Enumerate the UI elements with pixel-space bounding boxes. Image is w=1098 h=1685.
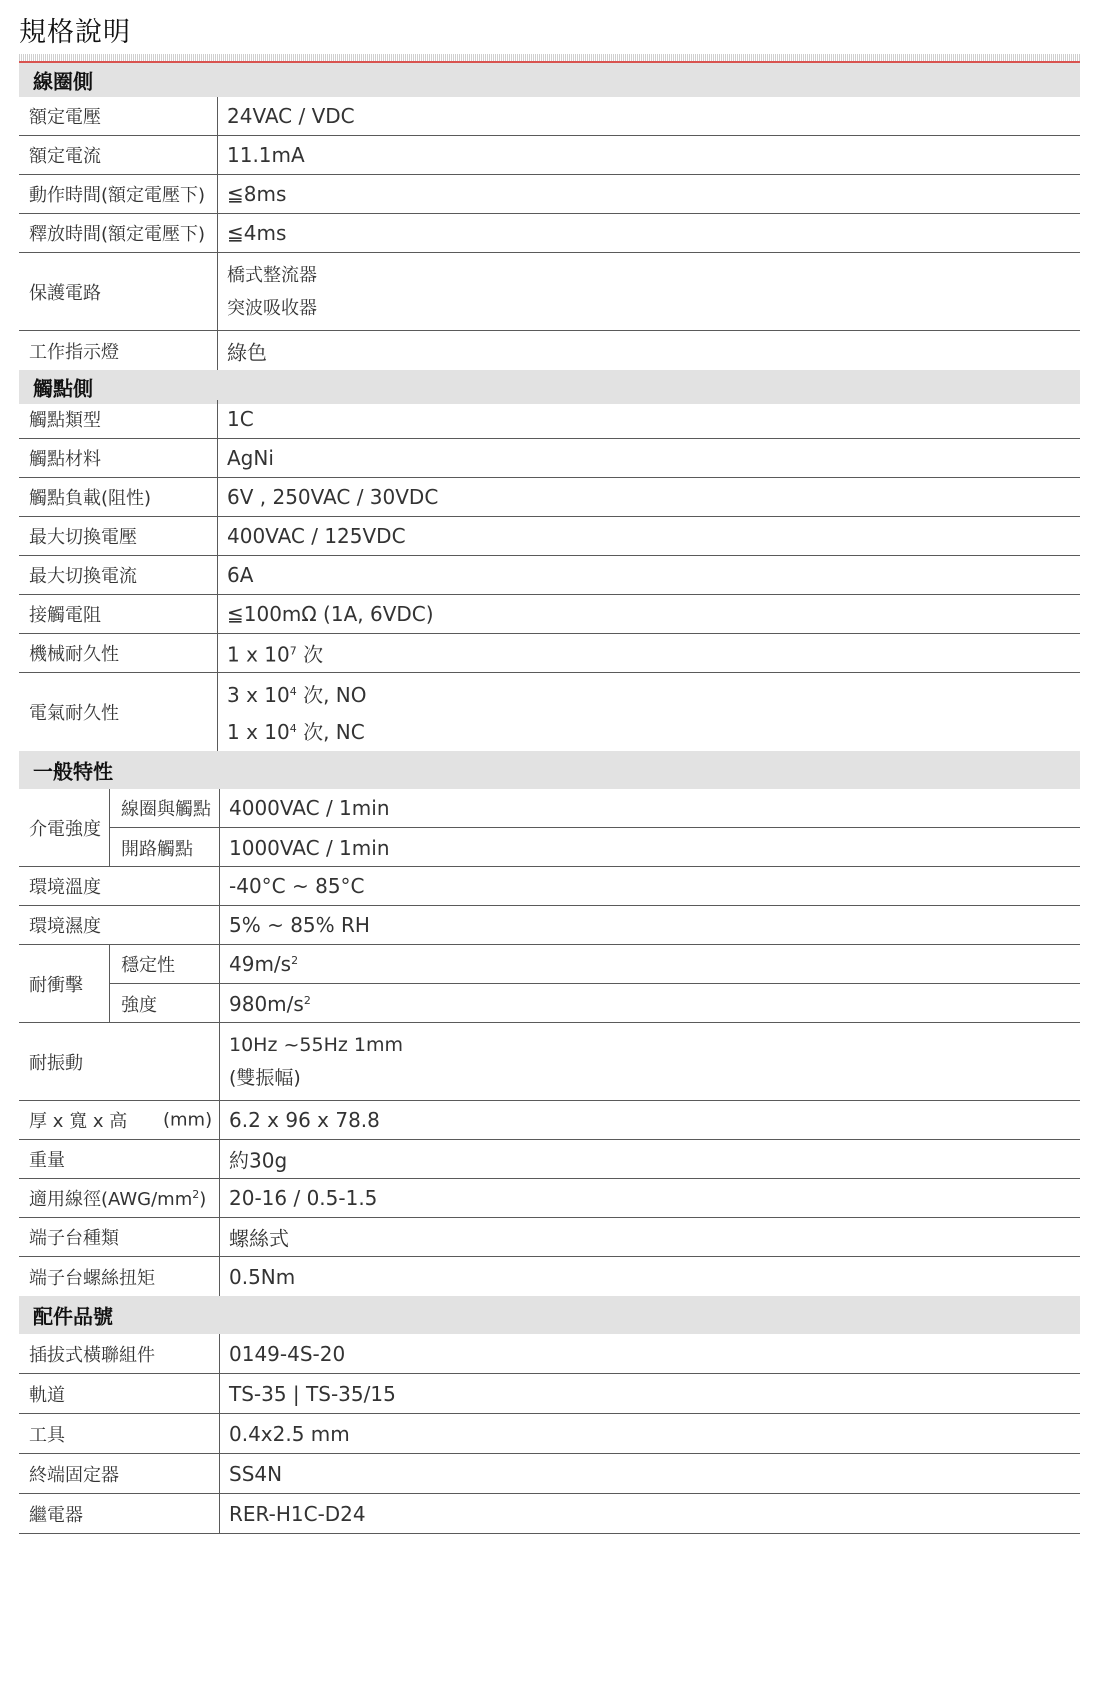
- spec-row-vibration: [19, 1023, 1080, 1101]
- spec-sublabel: 強度: [121, 994, 157, 1016]
- column-divider: [217, 634, 218, 673]
- column-divider: [217, 214, 218, 253]
- spec-value: RER-H1C-D24: [229, 1501, 366, 1526]
- section-title: 配件品號: [33, 1304, 113, 1329]
- spec-row-tool: [19, 1414, 1080, 1454]
- sub-row: [109, 984, 1080, 1023]
- column-divider: [219, 1140, 220, 1179]
- spec-row-max-current: [19, 556, 1080, 595]
- spec-row-operate-time: [19, 175, 1080, 214]
- spec-value: 4000VAC / 1min: [229, 796, 390, 820]
- column-divider: [219, 1179, 220, 1218]
- spec-row-shock: [19, 945, 1080, 1023]
- column-divider: [217, 673, 218, 751]
- spec-label: 工具: [29, 1424, 65, 1446]
- column-divider: [217, 439, 218, 478]
- column-divider: [219, 906, 220, 945]
- spec-row-terminal-type: [19, 1218, 1080, 1257]
- spec-row-contact-load: [19, 478, 1080, 517]
- sub-row: [109, 828, 1080, 867]
- spec-value: 約30g: [229, 1148, 288, 1173]
- column-divider: [217, 556, 218, 595]
- spec-row-ambient-humidity: [19, 906, 1080, 945]
- spec-value: 0.5Nm: [229, 1264, 296, 1289]
- spec-row-rated-current: [19, 136, 1080, 175]
- column-divider: [217, 331, 218, 370]
- spec-label: 環境濕度: [29, 916, 101, 937]
- spec-label: 重量: [29, 1150, 65, 1171]
- section-header-coil: [19, 63, 1080, 97]
- page-title: 規格說明: [19, 17, 131, 48]
- spec-value: 6A: [227, 563, 254, 587]
- spec-label: 終端固定器: [29, 1464, 119, 1486]
- spec-label: 環境溫度: [29, 877, 101, 898]
- spec-row-jumper: [19, 1334, 1080, 1374]
- section-title: 觸點側: [33, 376, 93, 401]
- spec-row-rated-voltage: [19, 97, 1080, 136]
- spec-label: 釋放時間(額定電壓下): [29, 224, 206, 245]
- spec-label: 耐振動: [29, 1052, 83, 1074]
- spec-value: 24VAC / VDC: [227, 104, 355, 128]
- section-header-accessories: [19, 1296, 1080, 1334]
- column-divider: [219, 1023, 220, 1101]
- section-title: 一般特性: [33, 759, 113, 784]
- column-divider: [219, 1374, 220, 1414]
- spec-row-release-time: [19, 214, 1080, 253]
- spec-row-terminal-torque: [19, 1257, 1080, 1296]
- spec-value: 11.1mA: [227, 143, 305, 167]
- column-divider: [219, 1334, 220, 1374]
- column-divider: [219, 1454, 220, 1494]
- spec-row-mechanical-life: [19, 634, 1080, 673]
- spec-value: [227, 675, 367, 749]
- spec-value: 1C: [227, 407, 254, 431]
- spec-label: 額定電流: [29, 146, 101, 167]
- spec-row-weight: [19, 1140, 1080, 1179]
- spec-sublabel: 穩定性: [121, 955, 175, 976]
- spec-value: -40°C ~ 85°C: [229, 874, 365, 898]
- spec-label: 工作指示燈: [29, 341, 119, 363]
- spec-label: 最大切換電壓: [29, 527, 137, 548]
- spec-value: ≦4ms: [227, 221, 287, 245]
- spec-label: 接觸電阻: [29, 605, 101, 626]
- spec-value: [227, 259, 317, 325]
- spec-row-contact-material: [19, 439, 1080, 478]
- spec-label: 機械耐久性: [29, 644, 119, 665]
- spec-value: 5% ~ 85% RH: [229, 913, 370, 937]
- sub-row: [109, 789, 1080, 827]
- spec-label: 觸點材料: [29, 449, 101, 470]
- spec-row-max-voltage: [19, 517, 1080, 556]
- spec-row-relay: [19, 1494, 1080, 1534]
- spec-value: 6.2 x 96 x 78.8: [229, 1108, 380, 1132]
- column-divider: [217, 400, 218, 439]
- column-divider: [219, 1494, 220, 1534]
- spec-value: ≦100mΩ (1A, 6VDC): [227, 602, 434, 626]
- spec-row-wire-size: [19, 1179, 1080, 1218]
- spec-value-line: 3 x $10^4$ 次, NO: [227, 683, 367, 707]
- spec-row-dimensions: [19, 1101, 1080, 1140]
- spec-value: $980m/s^2$: [229, 991, 311, 1016]
- spec-value: [229, 1029, 403, 1095]
- spec-value: ≦8ms: [227, 182, 287, 206]
- spec-label: 插拔式橫聯組件: [29, 1344, 155, 1366]
- column-divider: [219, 1218, 220, 1257]
- spec-value-line: 1 x $10^4$ 次, NC: [227, 720, 365, 744]
- spec-unit: (mm): [163, 1109, 213, 1131]
- spec-row-electrical-life: [19, 673, 1080, 751]
- spec-value: 1000VAC / 1min: [229, 835, 390, 860]
- spec-value: 螺絲式: [229, 1226, 289, 1251]
- spec-value: $49m/s^2$: [229, 952, 299, 976]
- section-header-contact: [19, 370, 1080, 404]
- column-divider: [217, 517, 218, 556]
- column-divider: [217, 478, 218, 517]
- section-title: 線圈側: [33, 69, 93, 94]
- spec-value-line: 10Hz ~55Hz 1mm: [229, 1033, 403, 1056]
- column-divider: [219, 1101, 220, 1140]
- column-divider: [217, 97, 218, 136]
- spec-label: 最大切換電流: [29, 566, 137, 587]
- column-divider: [217, 175, 218, 214]
- column-divider: [219, 867, 220, 906]
- spec-value: 20-16 / 0.5-1.5: [229, 1186, 378, 1210]
- spec-row-rail: [19, 1374, 1080, 1414]
- section-header-general: [19, 751, 1080, 789]
- column-divider: [219, 1257, 220, 1296]
- column-divider: [217, 253, 218, 331]
- spec-value: 綠色: [227, 340, 267, 364]
- spec-row-ambient-temp: [19, 867, 1080, 906]
- spec-label: 額定電壓: [29, 107, 101, 128]
- spec-row-end-stop: [19, 1454, 1080, 1494]
- spec-label: 電氣耐久性: [29, 703, 119, 724]
- spec-value: 6V , 250VAC / 30VDC: [227, 485, 439, 509]
- spec-sublabel: 線圈與觸點: [121, 799, 211, 820]
- spec-value: SS4N: [229, 1461, 283, 1486]
- spec-value-line: 橋式整流器: [227, 264, 317, 286]
- spec-row-protection: [19, 253, 1080, 331]
- spec-label: 介電強度: [29, 818, 101, 840]
- spec-label: 繼電器: [29, 1504, 83, 1526]
- spec-value-line: 突波吸收器: [227, 297, 317, 319]
- spec-label: 軌道: [29, 1384, 65, 1406]
- spec-value: TS-35 | TS-35/15: [229, 1381, 396, 1406]
- spec-label: 動作時間(額定電壓下): [29, 185, 206, 206]
- spec-row-indicator: [19, 331, 1080, 370]
- spec-label: 適用線徑$(AWG/mm^2)$: [29, 1188, 207, 1210]
- column-divider: [217, 136, 218, 175]
- spec-label: 厚 x 寬 x 高: [29, 1111, 128, 1132]
- spec-value: 400VAC / 125VDC: [227, 524, 406, 548]
- spec-row-dielectric: [19, 789, 1080, 867]
- sub-row: [109, 945, 1080, 983]
- column-divider: [219, 1414, 220, 1454]
- spec-value: 1 x $10^7$ 次: [227, 642, 324, 667]
- spec-value-line: (雙振幅): [229, 1066, 301, 1089]
- spec-label: 耐衝擊: [29, 974, 83, 996]
- spec-row-contact-type: [19, 400, 1080, 439]
- column-divider: [217, 595, 218, 634]
- title-rule: [19, 54, 1080, 61]
- spec-value: AgNi: [227, 446, 274, 470]
- spec-label: 保護電路: [29, 282, 101, 304]
- spec-label: 觸點類型: [29, 410, 101, 431]
- spec-row-contact-resistance: [19, 595, 1080, 634]
- spec-label: 端子台螺絲扭矩: [29, 1267, 155, 1289]
- spec-value: 0.4x2.5 mm: [229, 1421, 350, 1446]
- spec-label: 觸點負載(阻性): [29, 488, 152, 509]
- spec-label: 端子台種類: [29, 1228, 119, 1249]
- spec-value: 0149-4S-20: [229, 1341, 346, 1366]
- spec-sublabel: 開路觸點: [121, 838, 193, 860]
